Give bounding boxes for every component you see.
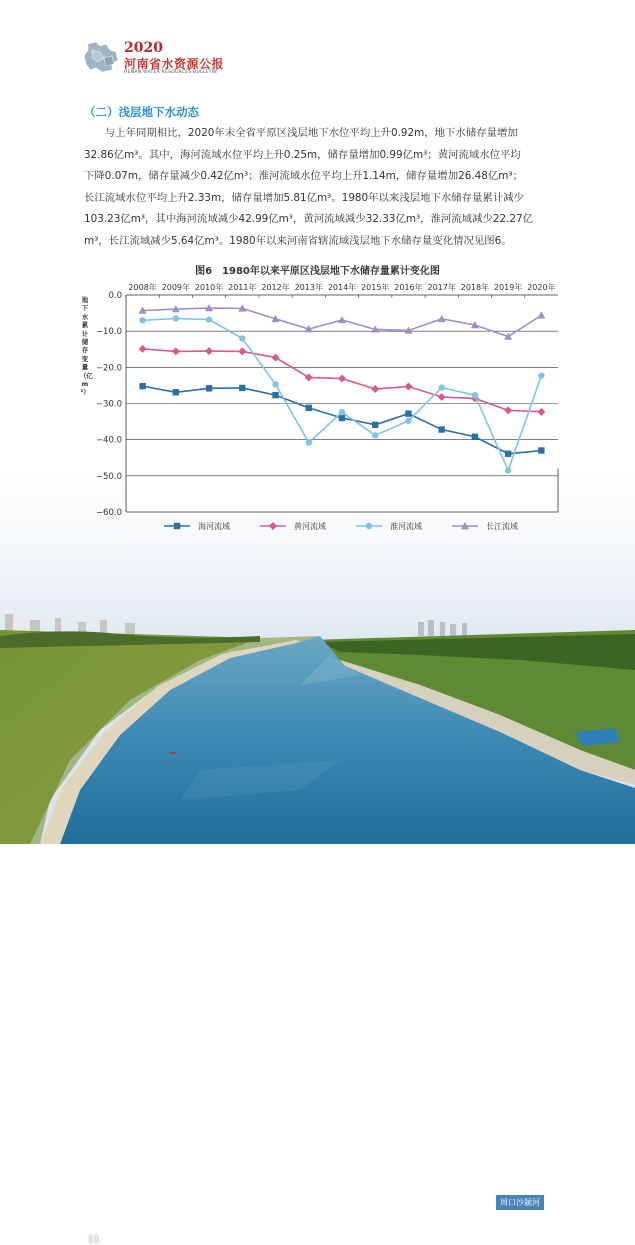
data-point bbox=[206, 316, 212, 322]
data-point bbox=[472, 392, 478, 398]
storage-change-chart bbox=[76, 276, 566, 536]
data-point bbox=[438, 384, 444, 390]
data-point bbox=[306, 405, 312, 411]
section-title: （二）浅层地下水动态 bbox=[84, 105, 199, 119]
bulletin-header bbox=[82, 38, 342, 78]
x-tick-label: 2018年 bbox=[460, 283, 490, 292]
data-point bbox=[272, 381, 278, 387]
body-paragraph bbox=[84, 123, 559, 253]
header-year: 2020 bbox=[124, 40, 163, 56]
data-point bbox=[472, 434, 478, 440]
henan-map-icon bbox=[82, 40, 120, 74]
x-tick-label: 2019年 bbox=[493, 283, 523, 292]
y-tick-label: −40.0 bbox=[95, 435, 122, 446]
legend-label: 黄河流域 bbox=[294, 522, 326, 531]
photo-caption: 周口沙颍河 bbox=[496, 1195, 544, 1210]
data-point bbox=[139, 383, 145, 389]
y-tick-label: −20.0 bbox=[95, 363, 122, 374]
data-point bbox=[505, 451, 511, 457]
legend-label: 长江流域 bbox=[486, 522, 518, 531]
data-point bbox=[239, 335, 245, 341]
x-tick-label: 2009年 bbox=[161, 283, 191, 292]
data-point bbox=[538, 447, 544, 453]
chart-svg bbox=[76, 276, 566, 536]
data-point bbox=[272, 392, 278, 398]
data-point bbox=[306, 439, 312, 445]
legend-label: 海河流域 bbox=[198, 522, 230, 531]
x-tick-label: 2020年 bbox=[527, 283, 556, 292]
paragraph-line: 103.23亿m³，其中海河流域减少42.99亿m³，黄河流域减少32.33亿m³，淮河流域减少22.27亿 bbox=[84, 213, 534, 226]
data-point bbox=[339, 409, 345, 415]
data-point bbox=[372, 432, 378, 438]
paragraph-line: m³，长江流域减少5.64亿m³。1980年以来河南省辖流域浅层地下水储存量变化情况见图6。 bbox=[84, 234, 512, 247]
data-point bbox=[139, 317, 145, 323]
y-tick-label: −50.0 bbox=[95, 471, 122, 482]
x-tick-label: 2015年 bbox=[361, 283, 390, 292]
paragraph-line: 长江流域水位平均上升2.33m，储存量增加5.81亿m³。1980年以来浅层地下水储存量累计减少 bbox=[84, 191, 525, 204]
data-point bbox=[538, 372, 544, 378]
x-tick-label: 2014年 bbox=[327, 283, 357, 292]
y-tick-label: 0.0 bbox=[108, 291, 122, 301]
x-tick-label: 2017年 bbox=[427, 283, 456, 292]
data-point bbox=[339, 415, 345, 421]
x-tick-label: 2013年 bbox=[294, 283, 323, 292]
x-tick-label: 2008年 bbox=[128, 283, 157, 292]
paragraph-line: 32.86亿m³。其中，海河流域水位平均上升0.25m，储存量增加0.99亿m³；黄河流域水位平均 bbox=[84, 148, 521, 161]
paragraph-line: 下降0.07m，储存量减少0.42亿m³；淮河流域水位平均上升1.14m，储存量增加26.48亿m³； bbox=[84, 170, 523, 183]
legend-label: 淮河流域 bbox=[390, 522, 422, 531]
legend-marker bbox=[366, 523, 372, 529]
header-title: 河南省水资源公报 bbox=[124, 57, 225, 71]
paragraph-line: 与上年同期相比，2020年末全省平原区浅层地下水位平均上升0.92m，地下水储存量增加 bbox=[104, 127, 518, 139]
chart-title: 图6 1980年以来平原区浅层地下水储存量累计变化图 bbox=[195, 266, 440, 277]
data-point bbox=[173, 315, 179, 321]
data-point bbox=[173, 389, 179, 395]
data-point bbox=[505, 467, 511, 473]
y-tick-label: −60.0 bbox=[95, 508, 122, 518]
x-tick-label: 2010年 bbox=[194, 283, 224, 292]
data-point bbox=[206, 385, 212, 391]
x-tick-label: 2011年 bbox=[228, 283, 257, 292]
data-point bbox=[405, 410, 411, 416]
data-point bbox=[438, 426, 444, 432]
x-tick-label: 2016年 bbox=[394, 283, 423, 292]
page-number: 11 bbox=[88, 1235, 100, 1245]
data-point bbox=[372, 422, 378, 428]
data-point bbox=[239, 385, 245, 391]
x-tick-label: 2012年 bbox=[261, 283, 290, 292]
y-tick-label: −30.0 bbox=[95, 399, 122, 410]
y-tick-label: −10.0 bbox=[95, 327, 122, 338]
data-point bbox=[405, 418, 411, 424]
legend-marker bbox=[269, 522, 277, 530]
chart-y-axis-label: 地下水累计储存变量（亿m³） bbox=[80, 296, 93, 397]
header-subtitle: HENAN WATER RESOURCES BULLETIN bbox=[124, 70, 217, 75]
legend-marker bbox=[174, 523, 180, 529]
